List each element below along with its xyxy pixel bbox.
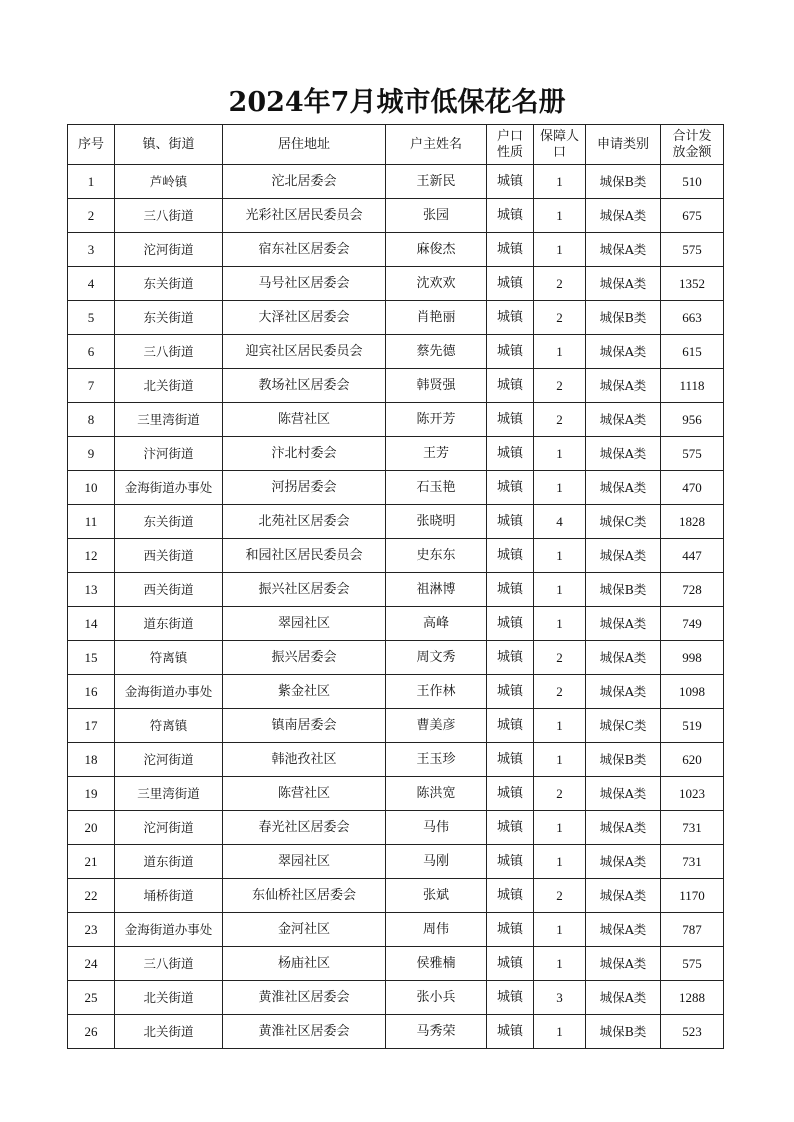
cell-category: 城保B类	[586, 743, 661, 777]
cell-household-type: 城镇	[487, 437, 534, 471]
cell-index: 19	[68, 777, 115, 811]
cell-category: 城保C类	[586, 709, 661, 743]
table-row	[68, 301, 724, 335]
cell-people: 1	[534, 165, 586, 199]
cell-amount: 575	[661, 233, 724, 267]
cell-people: 1	[534, 437, 586, 471]
cell-household-type: 城镇	[487, 267, 534, 301]
cell-amount: 1288	[661, 981, 724, 1015]
cell-head-name: 周伟	[386, 913, 487, 947]
cell-address: 紫金社区	[223, 675, 386, 709]
roster-table	[67, 124, 724, 1049]
table-row	[68, 267, 724, 301]
cell-head-name: 王芳	[386, 437, 487, 471]
cell-amount: 620	[661, 743, 724, 777]
cell-address: 光彩社区居民委员会	[223, 199, 386, 233]
cell-amount: 731	[661, 811, 724, 845]
cell-address: 陈营社区	[223, 403, 386, 437]
cell-category: 城保A类	[586, 641, 661, 675]
cell-category: 城保A类	[586, 437, 661, 471]
cell-head-name: 马刚	[386, 845, 487, 879]
cell-people: 1	[534, 573, 586, 607]
cell-street: 埇桥街道	[115, 879, 223, 913]
table-row	[68, 369, 724, 403]
cell-category: 城保B类	[586, 301, 661, 335]
table-row	[68, 879, 724, 913]
table-row	[68, 573, 724, 607]
cell-head-name: 王新民	[386, 165, 487, 199]
cell-index: 14	[68, 607, 115, 641]
cell-category: 城保A类	[586, 471, 661, 505]
cell-household-type: 城镇	[487, 573, 534, 607]
cell-address: 大泽社区居委会	[223, 301, 386, 335]
cell-category: 城保A类	[586, 811, 661, 845]
cell-people: 1	[534, 471, 586, 505]
cell-category: 城保C类	[586, 505, 661, 539]
cell-people: 2	[534, 267, 586, 301]
cell-index: 8	[68, 403, 115, 437]
cell-head-name: 马秀荣	[386, 1015, 487, 1049]
cell-address: 振兴居委会	[223, 641, 386, 675]
cell-address: 韩池孜社区	[223, 743, 386, 777]
cell-people: 1	[534, 539, 586, 573]
table-row	[68, 947, 724, 981]
table-row	[68, 981, 724, 1015]
cell-amount: 728	[661, 573, 724, 607]
cell-address: 金河社区	[223, 913, 386, 947]
cell-street: 东关街道	[115, 505, 223, 539]
cell-household-type: 城镇	[487, 641, 534, 675]
cell-street: 芦岭镇	[115, 165, 223, 199]
cell-street: 北关街道	[115, 1015, 223, 1049]
header-amount: 合计发 放金额	[661, 125, 724, 165]
table-row	[68, 811, 724, 845]
cell-head-name: 麻俊杰	[386, 233, 487, 267]
cell-category: 城保A类	[586, 879, 661, 913]
cell-category: 城保A类	[586, 675, 661, 709]
table-row	[68, 743, 724, 777]
cell-address: 迎宾社区居民委员会	[223, 335, 386, 369]
cell-index: 12	[68, 539, 115, 573]
cell-amount: 1118	[661, 369, 724, 403]
header-address: 居住地址	[223, 125, 386, 165]
cell-index: 20	[68, 811, 115, 845]
cell-address: 东仙桥社区居委会	[223, 879, 386, 913]
header-index: 序号	[68, 125, 115, 165]
cell-household-type: 城镇	[487, 1015, 534, 1049]
cell-amount: 575	[661, 437, 724, 471]
cell-household-type: 城镇	[487, 165, 534, 199]
cell-category: 城保A类	[586, 981, 661, 1015]
cell-people: 1	[534, 607, 586, 641]
cell-street: 金海街道办事处	[115, 471, 223, 505]
cell-household-type: 城镇	[487, 811, 534, 845]
header-street: 镇、街道	[115, 125, 223, 165]
cell-address: 宿东社区居委会	[223, 233, 386, 267]
cell-street: 三里湾街道	[115, 403, 223, 437]
cell-people: 2	[534, 301, 586, 335]
cell-household-type: 城镇	[487, 301, 534, 335]
cell-head-name: 史东东	[386, 539, 487, 573]
cell-head-name: 肖艳丽	[386, 301, 487, 335]
cell-head-name: 张园	[386, 199, 487, 233]
cell-category: 城保A类	[586, 845, 661, 879]
cell-amount: 1023	[661, 777, 724, 811]
cell-index: 13	[68, 573, 115, 607]
cell-category: 城保A类	[586, 539, 661, 573]
cell-amount: 615	[661, 335, 724, 369]
cell-address: 黄淮社区居委会	[223, 981, 386, 1015]
cell-address: 黄淮社区居委会	[223, 1015, 386, 1049]
cell-address: 河拐居委会	[223, 471, 386, 505]
cell-household-type: 城镇	[487, 947, 534, 981]
cell-head-name: 张小兵	[386, 981, 487, 1015]
cell-household-type: 城镇	[487, 981, 534, 1015]
cell-index: 17	[68, 709, 115, 743]
cell-amount: 519	[661, 709, 724, 743]
cell-household-type: 城镇	[487, 743, 534, 777]
cell-category: 城保A类	[586, 267, 661, 301]
table-row	[68, 437, 724, 471]
cell-people: 4	[534, 505, 586, 539]
cell-street: 北关街道	[115, 981, 223, 1015]
cell-household-type: 城镇	[487, 675, 534, 709]
cell-people: 1	[534, 1015, 586, 1049]
cell-index: 10	[68, 471, 115, 505]
cell-amount: 1352	[661, 267, 724, 301]
table-row	[68, 607, 724, 641]
header-people: 保障人 口	[534, 125, 586, 165]
cell-index: 23	[68, 913, 115, 947]
cell-street: 金海街道办事处	[115, 675, 223, 709]
cell-household-type: 城镇	[487, 845, 534, 879]
cell-people: 1	[534, 845, 586, 879]
cell-people: 2	[534, 369, 586, 403]
cell-people: 1	[534, 199, 586, 233]
cell-index: 4	[68, 267, 115, 301]
cell-address: 镇南居委会	[223, 709, 386, 743]
cell-people: 2	[534, 403, 586, 437]
cell-amount: 675	[661, 199, 724, 233]
cell-head-name: 侯雅楠	[386, 947, 487, 981]
cell-people: 1	[534, 743, 586, 777]
cell-index: 7	[68, 369, 115, 403]
header-head-name: 户主姓名	[386, 125, 487, 165]
cell-index: 16	[68, 675, 115, 709]
cell-people: 1	[534, 233, 586, 267]
cell-street: 东关街道	[115, 267, 223, 301]
cell-head-name: 祖淋博	[386, 573, 487, 607]
table-row	[68, 641, 724, 675]
cell-index: 25	[68, 981, 115, 1015]
cell-index: 24	[68, 947, 115, 981]
cell-household-type: 城镇	[487, 199, 534, 233]
cell-address: 杨庙社区	[223, 947, 386, 981]
cell-address: 翠园社区	[223, 607, 386, 641]
cell-head-name: 蔡先德	[386, 335, 487, 369]
cell-amount: 470	[661, 471, 724, 505]
cell-address: 北苑社区居委会	[223, 505, 386, 539]
cell-street: 东关街道	[115, 301, 223, 335]
cell-head-name: 周文秀	[386, 641, 487, 675]
cell-index: 15	[68, 641, 115, 675]
cell-address: 教场社区居委会	[223, 369, 386, 403]
cell-head-name: 陈洪宽	[386, 777, 487, 811]
cell-address: 振兴社区居委会	[223, 573, 386, 607]
cell-address: 沱北居委会	[223, 165, 386, 199]
cell-category: 城保B类	[586, 1015, 661, 1049]
cell-index: 2	[68, 199, 115, 233]
cell-category: 城保A类	[586, 369, 661, 403]
cell-address: 陈营社区	[223, 777, 386, 811]
cell-category: 城保A类	[586, 335, 661, 369]
cell-address: 汴北村委会	[223, 437, 386, 471]
cell-household-type: 城镇	[487, 709, 534, 743]
cell-street: 沱河街道	[115, 233, 223, 267]
table-row	[68, 913, 724, 947]
cell-index: 3	[68, 233, 115, 267]
cell-household-type: 城镇	[487, 539, 534, 573]
cell-people: 1	[534, 335, 586, 369]
cell-index: 11	[68, 505, 115, 539]
cell-index: 18	[68, 743, 115, 777]
cell-street: 金海街道办事处	[115, 913, 223, 947]
cell-household-type: 城镇	[487, 913, 534, 947]
cell-address: 和园社区居民委员会	[223, 539, 386, 573]
cell-category: 城保A类	[586, 233, 661, 267]
cell-amount: 663	[661, 301, 724, 335]
cell-category: 城保A类	[586, 199, 661, 233]
cell-index: 21	[68, 845, 115, 879]
cell-street: 三八街道	[115, 947, 223, 981]
cell-category: 城保B类	[586, 573, 661, 607]
cell-category: 城保B类	[586, 165, 661, 199]
cell-household-type: 城镇	[487, 505, 534, 539]
cell-head-name: 石玉艳	[386, 471, 487, 505]
table-row	[68, 233, 724, 267]
cell-head-name: 张晓明	[386, 505, 487, 539]
table-row	[68, 709, 724, 743]
cell-address: 翠园社区	[223, 845, 386, 879]
cell-index: 22	[68, 879, 115, 913]
cell-people: 1	[534, 947, 586, 981]
cell-address: 马号社区居委会	[223, 267, 386, 301]
cell-head-name: 马伟	[386, 811, 487, 845]
table-row	[68, 199, 724, 233]
cell-people: 1	[534, 913, 586, 947]
cell-household-type: 城镇	[487, 777, 534, 811]
cell-amount: 523	[661, 1015, 724, 1049]
table-row	[68, 1015, 724, 1049]
cell-index: 6	[68, 335, 115, 369]
page-title: 2024年7月城市低保花名册	[228, 87, 566, 118]
cell-category: 城保A类	[586, 947, 661, 981]
cell-amount: 956	[661, 403, 724, 437]
cell-people: 2	[534, 641, 586, 675]
cell-household-type: 城镇	[487, 607, 534, 641]
cell-household-type: 城镇	[487, 233, 534, 267]
cell-head-name: 张斌	[386, 879, 487, 913]
cell-address: 春光社区居委会	[223, 811, 386, 845]
table-row	[68, 403, 724, 437]
header-household-type: 户口 性质	[487, 125, 534, 165]
cell-street: 西关街道	[115, 539, 223, 573]
cell-amount: 447	[661, 539, 724, 573]
cell-street: 西关街道	[115, 573, 223, 607]
cell-amount: 998	[661, 641, 724, 675]
cell-index: 26	[68, 1015, 115, 1049]
cell-amount: 575	[661, 947, 724, 981]
cell-people: 2	[534, 879, 586, 913]
cell-index: 9	[68, 437, 115, 471]
table-row	[68, 777, 724, 811]
cell-street: 三八街道	[115, 199, 223, 233]
cell-people: 3	[534, 981, 586, 1015]
cell-head-name: 沈欢欢	[386, 267, 487, 301]
cell-street: 道东街道	[115, 607, 223, 641]
table-row	[68, 539, 724, 573]
cell-category: 城保A类	[586, 777, 661, 811]
cell-street: 沱河街道	[115, 811, 223, 845]
table-row	[68, 675, 724, 709]
cell-head-name: 陈开芳	[386, 403, 487, 437]
cell-people: 2	[534, 777, 586, 811]
cell-head-name: 王玉珍	[386, 743, 487, 777]
cell-head-name: 曹美彦	[386, 709, 487, 743]
cell-street: 汴河街道	[115, 437, 223, 471]
cell-household-type: 城镇	[487, 403, 534, 437]
table-row	[68, 505, 724, 539]
cell-street: 北关街道	[115, 369, 223, 403]
cell-amount: 1098	[661, 675, 724, 709]
cell-head-name: 韩贤强	[386, 369, 487, 403]
cell-amount: 731	[661, 845, 724, 879]
cell-amount: 787	[661, 913, 724, 947]
cell-street: 沱河街道	[115, 743, 223, 777]
cell-street: 符离镇	[115, 641, 223, 675]
cell-people: 2	[534, 675, 586, 709]
cell-category: 城保A类	[586, 607, 661, 641]
table-row	[68, 165, 724, 199]
cell-head-name: 王作林	[386, 675, 487, 709]
header-category: 申请类别	[586, 125, 661, 165]
cell-people: 1	[534, 811, 586, 845]
cell-amount: 1828	[661, 505, 724, 539]
cell-street: 符离镇	[115, 709, 223, 743]
cell-index: 5	[68, 301, 115, 335]
cell-category: 城保A类	[586, 913, 661, 947]
cell-household-type: 城镇	[487, 879, 534, 913]
cell-street: 三里湾街道	[115, 777, 223, 811]
cell-amount: 510	[661, 165, 724, 199]
cell-people: 1	[534, 709, 586, 743]
cell-street: 三八街道	[115, 335, 223, 369]
cell-index: 1	[68, 165, 115, 199]
cell-household-type: 城镇	[487, 335, 534, 369]
table-row	[68, 335, 724, 369]
cell-head-name: 高峰	[386, 607, 487, 641]
table-row	[68, 471, 724, 505]
table-row	[68, 845, 724, 879]
cell-household-type: 城镇	[487, 369, 534, 403]
cell-amount: 749	[661, 607, 724, 641]
header-row	[68, 125, 724, 165]
cell-street: 道东街道	[115, 845, 223, 879]
cell-amount: 1170	[661, 879, 724, 913]
cell-category: 城保A类	[586, 403, 661, 437]
cell-household-type: 城镇	[487, 471, 534, 505]
